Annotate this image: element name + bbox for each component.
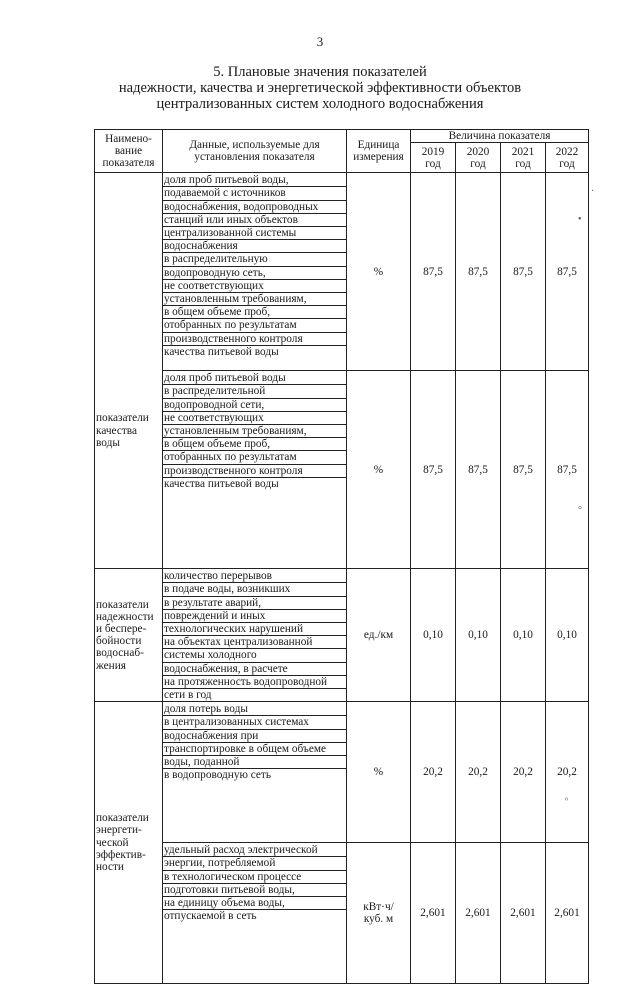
header-year-line: год [470, 157, 486, 170]
table-row [95, 569, 589, 702]
value-cell: 87,5 [501, 173, 546, 371]
header-year-line: 2021 [511, 145, 535, 158]
value-cell: 0,10 [501, 569, 546, 702]
header-data-line: установления показателя [194, 151, 315, 164]
unit-cell [347, 843, 411, 984]
value-cell: 20,2 [501, 702, 546, 843]
indicator-group-name-line: ческой [96, 836, 129, 849]
indicators-table [94, 129, 589, 984]
indicator-description-line: установленным требованиям, [163, 425, 346, 438]
header-name-line: Наимено- [105, 132, 152, 145]
unit-line: % [373, 463, 384, 476]
indicator-description-line: водоснабжения при [163, 730, 346, 743]
header-value: Величина показателя [411, 130, 589, 143]
header-data [163, 130, 347, 173]
indicator-group-name [95, 569, 163, 702]
document-title [0, 64, 640, 112]
value-cell: 87,5 [501, 371, 546, 569]
value-cell: 87,5 [546, 371, 589, 569]
indicator-group-name-line: водоснаб- [96, 647, 144, 660]
table-row [95, 371, 589, 569]
indicator-description-line: качества питьевой воды [164, 345, 279, 358]
indicator-description-line: в распределительную [163, 253, 346, 266]
value-cell: 20,2 [456, 702, 501, 843]
table-row [95, 702, 589, 843]
indicator-description [163, 569, 347, 702]
value-cell: 87,5 [411, 173, 456, 371]
indicator-group-name-line: эффектив- [96, 848, 146, 861]
header-unit [347, 130, 411, 173]
indicator-description [163, 173, 347, 371]
indicator-description-line: в общем объеме проб, [163, 438, 346, 451]
value-cell: 2,601 [546, 843, 589, 984]
unit-cell [347, 702, 411, 843]
indicator-group-name-line: показатели [96, 598, 149, 611]
header-year-line: год [425, 157, 441, 170]
indicator-group-name-line: бойности [96, 635, 142, 648]
indicator-description-line: производственного контроля [163, 465, 346, 478]
scan-speck: ° [578, 505, 582, 516]
indicator-group-name-line: показатели [96, 412, 149, 425]
scan-speck: ᵒ [565, 795, 568, 806]
indicator-description-line: доля потерь воды [163, 703, 346, 716]
indicator-description-line: не соответствующих [163, 280, 346, 293]
value-cell: 87,5 [546, 173, 589, 371]
indicator-description-line: воды, поданной [163, 756, 346, 769]
indicator-description-line: водопроводной сети, [163, 399, 346, 412]
scan-speck: · [591, 186, 595, 197]
value-cell: 2,601 [456, 843, 501, 984]
indicator-description-line: в технологическом процессе [163, 871, 346, 884]
indicator-group-name-line: энергети- [96, 824, 142, 837]
indicator-description-line: установленным требованиям, [163, 293, 346, 306]
table-row [95, 843, 589, 984]
value-cell: 20,2 [411, 702, 456, 843]
unit-line: куб. м [363, 913, 394, 926]
header-name-line: вание [114, 145, 143, 157]
indicator-description-line: повреждений и иных [163, 610, 346, 623]
indicator-group-name [95, 702, 163, 984]
indicator-description-line: доля проб питьевой воды, [163, 174, 346, 187]
value-cell: 0,10 [411, 569, 456, 702]
header-year [456, 143, 501, 173]
indicator-description-line: в централизованных системах [163, 716, 346, 729]
unit-cell [347, 569, 411, 702]
indicator-group-name-line: и беспере- [96, 623, 147, 636]
header-year-line: 2019 [421, 145, 445, 158]
value-cell: 2,601 [501, 843, 546, 984]
indicator-description-line: станций или иных объектов [163, 214, 346, 227]
indicator-description-line: доля проб питьевой воды [163, 372, 346, 385]
indicator-description-line: отобранных по результатам [163, 451, 346, 464]
indicator-description-line: на единицу объема воды, [163, 897, 346, 910]
unit-line: % [373, 766, 384, 779]
value-cell: 87,5 [456, 173, 501, 371]
indicator-group-name-line: воды [96, 436, 120, 449]
indicator-description-line: водоснабжения [163, 240, 346, 253]
indicator-description-line: системы холодного [163, 649, 346, 662]
indicator-description-line: отобранных по результатам [163, 319, 346, 332]
indicator-description-line: в подаче воды, возникших [163, 583, 346, 596]
indicator-description [163, 702, 347, 843]
unit-cell [347, 173, 411, 371]
indicator-description-line: качества питьевой воды [164, 477, 279, 490]
value-cell: 87,5 [456, 371, 501, 569]
indicator-description-line: водопроводную сеть, [163, 267, 346, 280]
header-year-line: год [559, 157, 575, 170]
header-year-line: год [515, 157, 531, 170]
indicator-description-line: в результате аварий, [163, 597, 346, 610]
indicator-description-line: в общем объеме проб, [163, 306, 346, 319]
indicator-description-line: централизованной системы [163, 227, 346, 240]
value-cell: 0,10 [456, 569, 501, 702]
indicator-description-line: отпускаемой в сеть [164, 910, 257, 923]
indicator-group-name-line: качества [96, 424, 138, 437]
unit-line: кВт·ч/ [363, 901, 394, 914]
indicator-group-name-line: ности [96, 861, 124, 874]
title-line: 5. Плановые значения показателей [213, 64, 427, 80]
indicator-description-line: технологических нарушений [163, 623, 346, 636]
indicator-description-line: водоснабжения, в расчете [163, 663, 346, 676]
indicator-group-name [95, 173, 163, 569]
header-name [95, 130, 163, 173]
title-line: централизованных систем холодного водоснабжения [156, 96, 484, 112]
indicator-group-name-line: жения [96, 659, 126, 672]
indicator-description-line: в распределительной [163, 385, 346, 398]
indicator-group-name-line: надежности [96, 610, 154, 623]
value-cell: 87,5 [411, 371, 456, 569]
table-row [95, 173, 589, 371]
value-cell: 20,2 [546, 702, 589, 843]
indicator-description-line: водоснабжения, водопроводных [163, 201, 346, 214]
unit-line: ед./км [363, 629, 394, 642]
indicator-description-line: транспортировке в общем объеме [163, 743, 346, 756]
header-year [411, 143, 456, 173]
unit-cell [347, 371, 411, 569]
indicator-group-name-line: показатели [96, 812, 149, 825]
indicator-description [163, 843, 347, 984]
header-year [546, 143, 589, 173]
indicator-description-line: на протяженность водопроводной [163, 676, 346, 689]
indicator-description [163, 371, 347, 569]
indicator-description-line: количество перерывов [163, 570, 346, 583]
value-cell: 2,601 [411, 843, 456, 984]
page-number: 3 [316, 34, 324, 49]
title-line: надежности, качества и энергетической эффективности объектов [118, 80, 522, 96]
indicator-description-line: подготовки питьевой воды, [163, 884, 346, 897]
unit-line: % [373, 265, 384, 278]
header-year-line: 2022 [555, 145, 579, 158]
indicator-description-line: сети в год [164, 689, 212, 702]
indicator-description-line: не соответствующих [163, 412, 346, 425]
indicator-description-line: на объектах централизованной [163, 636, 346, 649]
indicator-description-line: удельный расход электрической [163, 844, 346, 857]
indicator-description-line: подаваемой с источников [163, 187, 346, 200]
indicator-description-line: в водопроводную сеть [164, 769, 272, 782]
header-data-line: Данные, используемые для [189, 138, 320, 151]
header-name-line: показателя [102, 157, 155, 170]
value-cell: 0,10 [546, 569, 589, 702]
header-year [501, 143, 546, 173]
indicator-description-line: производственного контроля [163, 333, 346, 346]
header-year-line: 2020 [466, 145, 490, 158]
indicator-description-line: энергии, потребляемой [163, 857, 346, 870]
scan-speck: • [578, 214, 582, 225]
header-unit-line: Единица [357, 138, 400, 151]
header-unit-line: измерения [353, 151, 404, 164]
